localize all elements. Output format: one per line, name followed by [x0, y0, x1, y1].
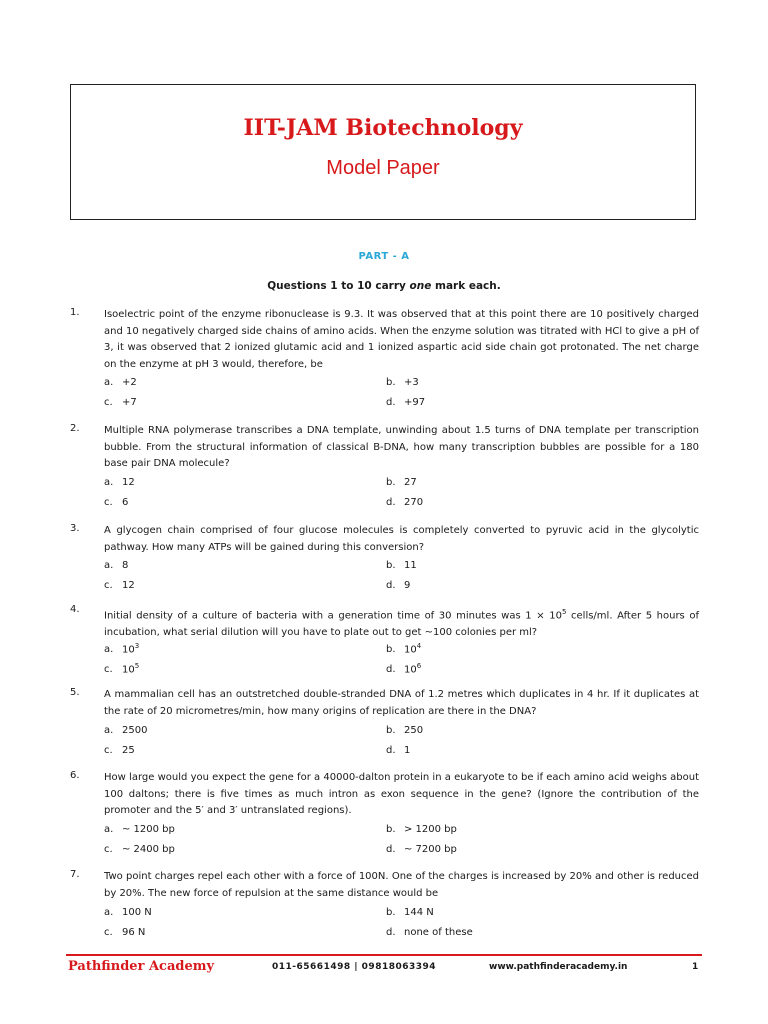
option-value: 12	[122, 580, 135, 591]
option-letter: d.	[386, 927, 396, 938]
option-d	[386, 844, 457, 855]
document-subtitle: Model Paper	[326, 157, 440, 179]
footer-brand: Pathfinder Academy	[68, 959, 215, 974]
question-number: 1.	[70, 307, 80, 318]
instruction-post: mark each.	[431, 280, 501, 292]
option-letter: a.	[104, 725, 114, 736]
option-value: 10	[122, 644, 135, 656]
option-letter: c.	[104, 497, 113, 508]
option-c	[104, 927, 145, 938]
option-b	[386, 642, 421, 655]
section-instruction	[0, 280, 768, 292]
exponent: 5	[134, 662, 140, 670]
question-text: Two point charges repel each other with a force of 100N. One of the charges is increased by 20% and other is reduced by 20%. The new force of repulsion at the same distance would be	[104, 871, 699, 899]
option-value: 270	[404, 497, 424, 508]
option-b	[386, 725, 423, 736]
option-letter: b.	[386, 644, 396, 656]
option-value: 10	[122, 664, 135, 676]
option-letter: d.	[386, 497, 396, 508]
option-a	[104, 642, 139, 655]
option-letter: c.	[104, 844, 113, 855]
option-value: +97	[404, 397, 426, 408]
option-b	[386, 907, 434, 918]
option-value: 6	[122, 497, 129, 508]
option-b	[386, 560, 417, 571]
question-text: A mammalian cell has an outstretched double-stranded DNA of 1.2 metres which duplicates in 4 hr. If it duplicates at the rate of 20 micrometres/min, how many origins of replication are there in the DNA?	[104, 689, 699, 717]
option-d	[386, 745, 410, 756]
page-number: 1	[692, 962, 699, 972]
option-value: +3	[404, 377, 419, 388]
option-c	[104, 662, 139, 675]
option-letter: d.	[386, 397, 396, 408]
option-c	[104, 397, 137, 408]
option-letter: d.	[386, 580, 396, 591]
option-value: none of these	[404, 927, 473, 938]
option-value: 10	[404, 644, 417, 656]
question-number: 5.	[70, 687, 80, 698]
option-value: > 1200 bp	[404, 824, 457, 835]
title-box	[70, 84, 696, 220]
option-value: +2	[122, 377, 137, 388]
question-number: 2.	[70, 423, 80, 434]
question-number: 3.	[70, 523, 80, 534]
document-title: IIT-JAM Biotechnology	[243, 115, 523, 141]
option-value: 10	[404, 664, 417, 676]
option-a	[104, 477, 135, 488]
option-a	[104, 907, 152, 918]
option-letter: a.	[104, 824, 114, 835]
option-letter: b.	[386, 477, 396, 488]
option-value: 11	[404, 560, 417, 571]
option-d	[386, 662, 421, 675]
option-value: 144 N	[404, 907, 434, 918]
option-letter: c.	[104, 397, 113, 408]
question-text-post: cells/ml. After 5 hours of incubation, what serial dilution will you have to plate out to get ~100 colonies per ml?	[104, 610, 699, 638]
exponent: 6	[416, 662, 422, 670]
option-letter: d.	[386, 664, 396, 676]
option-letter: c.	[104, 745, 113, 756]
option-value: +7	[122, 397, 137, 408]
option-value: ~ 2400 bp	[122, 844, 175, 855]
option-c	[104, 497, 128, 508]
question-number: 7.	[70, 869, 80, 880]
option-value: 8	[122, 560, 129, 571]
option-c	[104, 580, 135, 591]
option-c	[104, 745, 135, 756]
option-b	[386, 377, 419, 388]
option-letter: a.	[104, 560, 114, 571]
option-d	[386, 580, 410, 591]
footer-phone: 011-65661498 | 09818063394	[272, 962, 437, 972]
option-d	[386, 397, 425, 408]
question-text: Isoelectric point of the enzyme ribonuclease is 9.3. It was observed that at this point there are 10 positively charged and 10 negatively charged side chains of amino acids. When the enzyme solution was titrated with HCl to give a pH of 3, it was observed that 2 ionized glutamic acid and 1 ionized aspartic acid side chain got protonated. The net charge on the enzyme at pH 3 would, therefore, be	[104, 309, 699, 370]
question-text: A glycogen chain comprised of four glucose molecules is completely converted to pyruvic acid in the glycolytic pathway. How many ATPs will be gained during this conversion?	[104, 525, 699, 553]
question-text: How large would you expect the gene for a 40000-dalton protein in a eukaryote to be if each amino acid weighs about 100 daltons; there is five times as much intron as exon sequence in the gene? (Ignore the contribution of the promoter and the 5′ and 3′ untranslated regions).	[104, 772, 699, 816]
option-letter: a.	[104, 377, 114, 388]
option-letter: b.	[386, 560, 396, 571]
option-a	[104, 377, 137, 388]
exponent: 4	[416, 642, 422, 650]
option-letter: c.	[104, 927, 113, 938]
option-c	[104, 844, 175, 855]
option-letter: d.	[386, 844, 396, 855]
option-value: ~ 7200 bp	[404, 844, 457, 855]
option-value: ~ 1200 bp	[122, 824, 175, 835]
instruction-pre: Questions 1 to 10 carry	[267, 280, 410, 292]
option-value: 12	[122, 477, 135, 488]
question-text-pre: Initial density of a culture of bacteria with a generation time of 30 minutes was 1 × 10	[104, 610, 562, 622]
option-value: 2500	[122, 725, 148, 736]
question-number: 6.	[70, 770, 80, 781]
footer-divider	[66, 954, 702, 956]
option-b	[386, 824, 457, 835]
option-letter: b.	[386, 725, 396, 736]
option-value: 1	[404, 745, 411, 756]
option-letter: b.	[386, 824, 396, 835]
option-value: 25	[122, 745, 135, 756]
option-letter: c.	[104, 580, 113, 591]
option-letter: a.	[104, 907, 114, 918]
option-letter: c.	[104, 664, 113, 676]
option-letter: b.	[386, 377, 396, 388]
option-letter: d.	[386, 745, 396, 756]
exponent: 3	[134, 642, 140, 650]
option-letter: a.	[104, 477, 114, 488]
option-value: 96 N	[122, 927, 146, 938]
option-value: 9	[404, 580, 411, 591]
option-a	[104, 824, 175, 835]
option-b	[386, 477, 417, 488]
exponent: 5	[561, 608, 567, 616]
option-letter: a.	[104, 644, 114, 656]
option-value: 250	[404, 725, 424, 736]
question-text: Multiple RNA polymerase transcribes a DNA template, unwinding about 1.5 turns of DNA template per transcription bubble. From the structural information of classical B-DNA, how many transcription bubbles are possible for a 180 base pair DNA molecule?	[104, 425, 699, 469]
option-a	[104, 560, 128, 571]
option-letter: b.	[386, 907, 396, 918]
option-a	[104, 725, 147, 736]
instruction-emphasis: one	[409, 280, 432, 292]
question-number: 4.	[70, 604, 80, 615]
question-text	[104, 604, 699, 641]
option-d	[386, 497, 423, 508]
option-value: 100 N	[122, 907, 152, 918]
footer-website-link[interactable]: www.pathfinderacademy.in	[489, 962, 628, 972]
part-label: PART - A	[358, 251, 410, 262]
option-d	[386, 927, 473, 938]
option-value: 27	[404, 477, 417, 488]
